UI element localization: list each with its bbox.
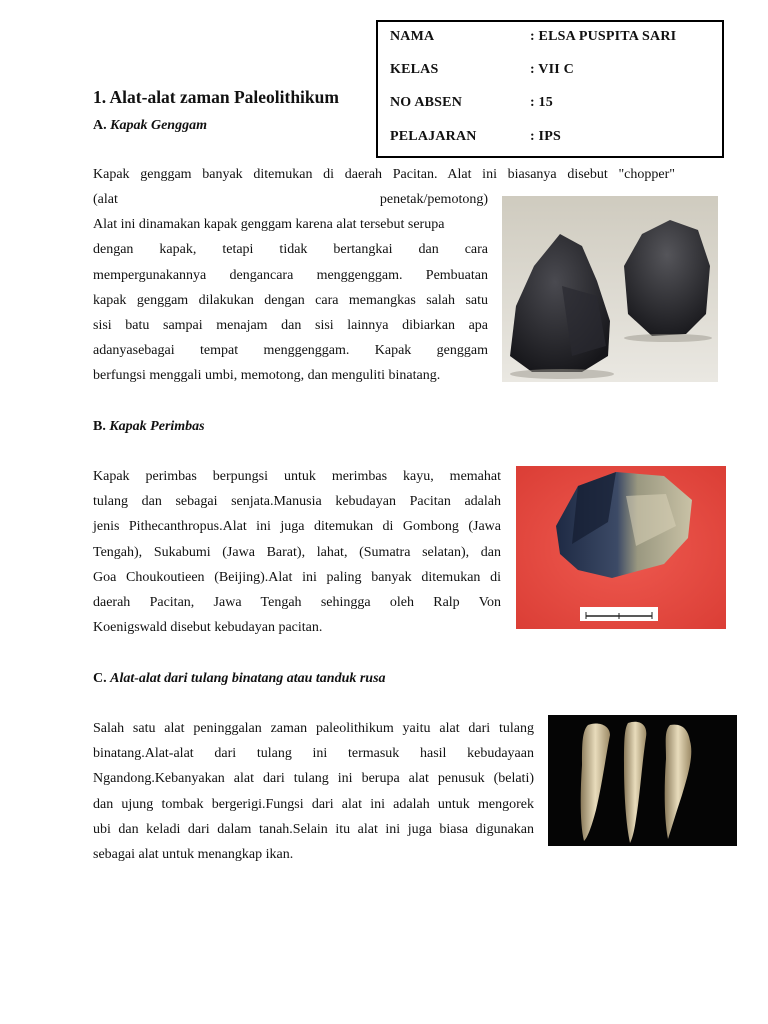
section-letter: C. bbox=[93, 671, 107, 686]
student-info-box bbox=[376, 20, 724, 158]
text-line: dan ujung tombak bergerigi.Fungsi dari alat ini adalah untuk mengorek bbox=[93, 796, 534, 812]
section-b-paragraph bbox=[93, 464, 501, 640]
text-line: sebagai alat untuk menangkap ikan. bbox=[93, 846, 294, 862]
text-line: kapak genggam dilakukan dengan cara memangkas salah satu bbox=[93, 292, 488, 308]
text-line: daerah Pacitan, Jawa Tengah sehingga oleh Ralp Von bbox=[93, 594, 501, 610]
info-value: : IPS bbox=[530, 129, 561, 144]
section-letter: B. bbox=[93, 419, 106, 434]
text-line: berfungsi menggali umbi, memotong, dan menguliti binatang. bbox=[93, 368, 441, 384]
kapak-perimbas-photo bbox=[516, 466, 726, 629]
info-label: NAMA bbox=[390, 29, 435, 44]
info-label: PELAJARAN bbox=[390, 129, 477, 144]
section-title: Alat-alat dari tulang binatang atau tanduk rusa bbox=[110, 671, 386, 686]
section-c-paragraph bbox=[93, 716, 534, 867]
section-b-heading bbox=[93, 419, 205, 435]
info-value: : 15 bbox=[530, 95, 553, 110]
text-line: Kapak perimbas berpungsi untuk merimbas kayu, memahat bbox=[93, 469, 501, 484]
text-line: Kapak genggam banyak ditemukan di daerah Pacitan. Alat ini biasanya disebut "chopper" bbox=[93, 167, 675, 182]
section-a-first-line bbox=[93, 162, 675, 187]
text-line: mempergunakannya dengancara menggenggam. Pembuatan bbox=[93, 267, 488, 283]
text-line: Tengah), Sukabumi (Jawa Barat), lahat, (Sumatra selatan), dan bbox=[93, 544, 501, 560]
section-title: Kapak Perimbas bbox=[109, 419, 205, 434]
text-line: tulang dan sebagai senjata.Manusia kebudayan Pacitan adalah bbox=[93, 494, 501, 510]
text-line: Goa Choukoutieen (Beijing).Alat ini paling banyak ditemukan di bbox=[93, 569, 501, 585]
page-title: 1. Alat-alat zaman Paleolithikum bbox=[93, 87, 339, 107]
text-line: dengan kapak, tetapi tidak bertangkai dan cara bbox=[93, 242, 488, 258]
section-a-paragraph bbox=[93, 187, 488, 389]
text-line: binatang.Alat-alat dari tulang ini termasuk hasil kebudayaan bbox=[93, 746, 534, 762]
section-title: Kapak Genggam bbox=[110, 118, 207, 133]
text-line: (alat penetak/pemotong) bbox=[93, 192, 488, 207]
text-line: adanyasebagai tempat menggenggam. Kapak genggam bbox=[93, 343, 488, 359]
text-line: ubi dan keladi dari dalam tanah.Selain itu alat ini juga biasa digunakan bbox=[93, 821, 534, 837]
info-label: KELAS bbox=[390, 62, 439, 77]
section-letter: A. bbox=[93, 118, 107, 133]
info-value: : ELSA PUSPITA SARI bbox=[530, 29, 677, 44]
text-line: jenis Pithecanthropus.Alat ini juga ditemukan di Gombong (Jawa bbox=[93, 519, 501, 535]
text-line: Alat ini dinamakan kapak genggam karena alat tersebut serupa bbox=[93, 217, 445, 233]
bone-tools-photo bbox=[548, 715, 737, 846]
text-line: Salah satu alat peninggalan zaman paleolithikum yaitu alat dari tulang bbox=[93, 721, 534, 736]
text-line: sisi batu sampai menajam dan sisi lainnya dibiarkan apa bbox=[93, 317, 488, 333]
kapak-genggam-photo bbox=[502, 196, 718, 382]
text-line: Ngandong.Kebanyakan alat dari tulang ini berupa alat penusuk (belati) bbox=[93, 771, 534, 787]
text-line: Koenigswald disebut kebudayan pacitan. bbox=[93, 620, 323, 636]
section-a-heading bbox=[93, 118, 207, 134]
info-label: NO ABSEN bbox=[390, 95, 463, 110]
section-c-heading bbox=[93, 671, 386, 687]
info-value: : VII C bbox=[530, 62, 574, 77]
